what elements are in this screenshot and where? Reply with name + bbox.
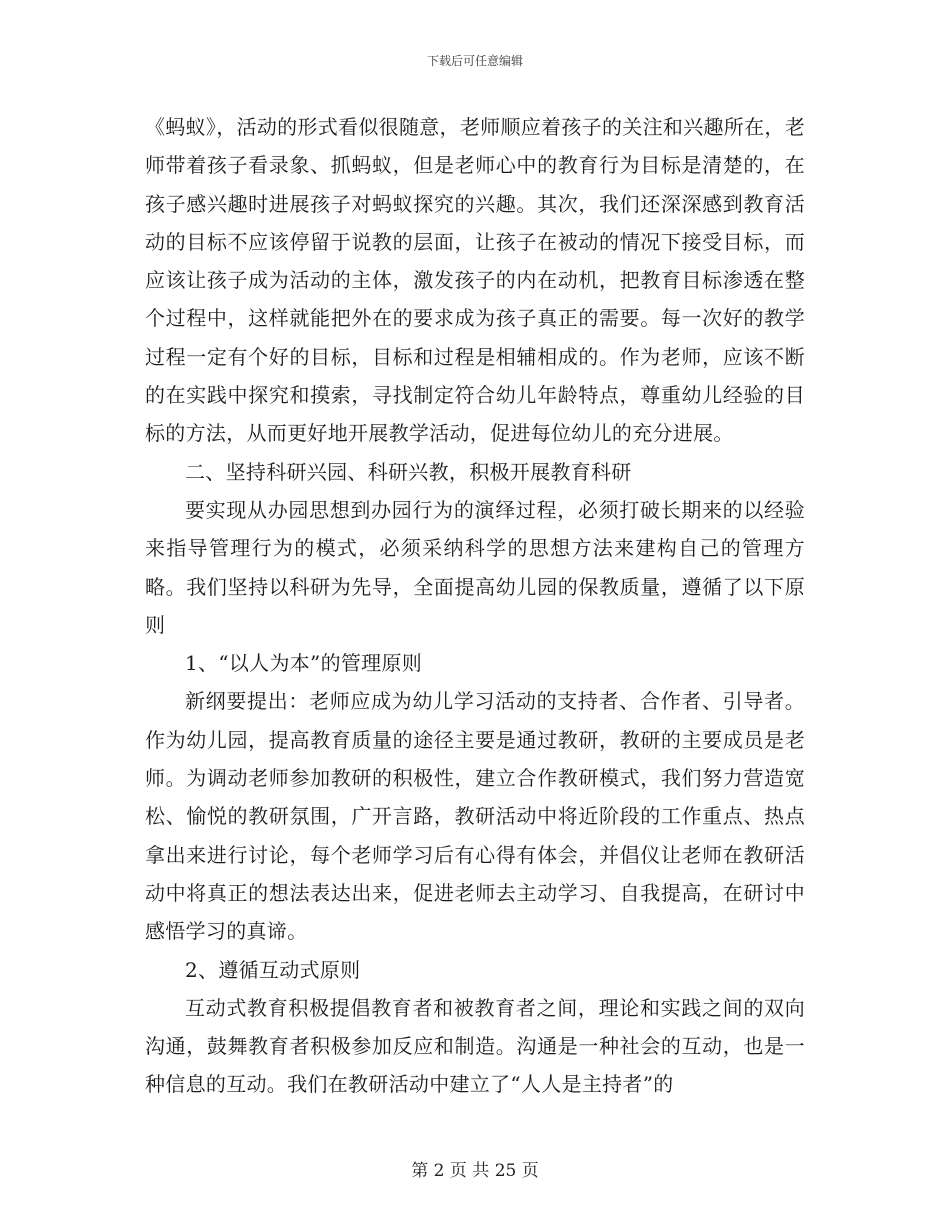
subheading-interactive: 2、遵循互动式原则: [185, 957, 361, 982]
paragraph-1: 《蚂蚁》，活动的形式看似很随意，老师顺应着孩子的关注和兴趣所在，老师带着孩子看录象、抓蚂蚁，但是老师心中的教育行为目标是清楚的，在孩子感兴趣时进展孩子对蚂蚁探究的兴趣。其次，我们还深深感到教育活动的目标不应该停留于说教的层面，让孩子在被动的情况下接受目标，而应该让孩子成为活动的主体，激发孩子的内在动机，把教育目标渗透在整个过程中，这样就能把外在的要求成为孩子真正的需要。每一次好的教学过程一定有个好的目标，目标和过程是相辅相成的。作为老师，应该不断的在实践中探究和摸索，寻找制定符合幼儿年龄特点，尊重幼儿经验的目标的方法，从而更好地开展教学活动，促进每位幼儿的充分进展。: [145, 115, 805, 446]
section-heading-2: 二、坚持科研兴园、科研兴教，积极开展教育科研: [185, 459, 632, 484]
paragraph-5: 新纲要提出：老师应成为幼儿学习活动的支持者、合作者、引导者。作为幼儿园，提高教育质量的途径主要是通过教研，教研的主要成员是老师。为调动老师参加教研的积极性，建立合作教研模式，我们努力营造宽松、愉悦的教研氛围，广开言路，教研活动中将近阶段的工作重点、热点拿出来进行讨论，每个老师学习后有心得有体会，并倡仪让老师在教研活动中将真正的想法表达出来，促进老师去主动学习、自我提高，在研讨中感悟学习的真谛。: [145, 689, 805, 944]
paragraph-3: 要实现从办园思想到办园行为的演绎过程，必须打破长期来的以经验来指导管理行为的模式，必须采纳科学的思想方法来建构自己的管理方略。我们坚持以科研为先导，全面提高幼儿园的保教质量，遵循了以下原则: [145, 497, 805, 637]
page-header-note: 下载后可任意编辑: [426, 54, 523, 68]
document-body: [145, 108, 805, 1104]
paragraph-7: 互动式教育积极提倡教育者和被教育者之间，理论和实践之间的双向沟通，鼓舞教育者积极参加反应和制造。沟通是一种社会的互动，也是一种信息的互动。我们在教研活动中建立了“人人是主持者”的: [145, 995, 805, 1097]
subheading-people-oriented: 1、“以人为本”的管理原则: [185, 651, 423, 676]
page-number: 第 2 页 共 25 页: [411, 1161, 539, 1181]
